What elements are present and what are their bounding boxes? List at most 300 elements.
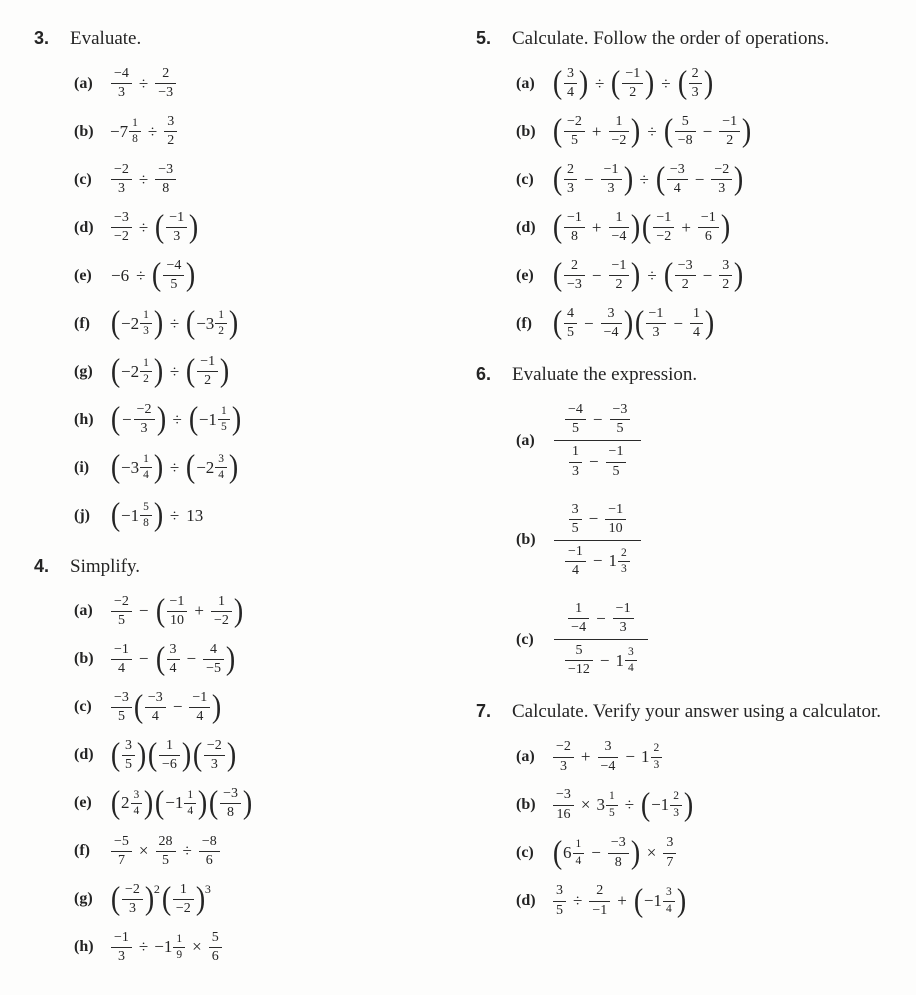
problem-part: [516, 160, 900, 200]
left-paren: (: [663, 113, 673, 150]
math-expression: [110, 162, 177, 197]
fraction-numerator: 28: [156, 834, 176, 852]
fraction: [140, 453, 152, 482]
right-paren: ): [186, 257, 196, 294]
fraction-numerator: 5: [565, 643, 593, 661]
part-label: (c): [74, 170, 92, 188]
fraction: [568, 601, 589, 636]
right-paren: ): [734, 257, 744, 294]
fraction-numerator: 3: [625, 646, 637, 661]
left-paren: (: [155, 784, 165, 821]
operator: ÷: [138, 217, 149, 237]
fraction-numerator: −5: [111, 834, 132, 852]
problem-number: 5.: [476, 28, 492, 48]
mixed-whole: 2: [121, 793, 130, 813]
right-paren: ): [228, 305, 239, 342]
fraction-numerator: 3: [131, 789, 143, 804]
problem-part: [74, 448, 460, 488]
fraction-denominator: −4: [571, 620, 587, 636]
operator: −: [584, 313, 594, 333]
fraction-denominator: 6: [205, 852, 213, 868]
math-expression: [110, 402, 242, 437]
fraction-numerator: −1: [698, 210, 719, 228]
fraction: [675, 258, 696, 293]
fraction: [140, 501, 152, 530]
math-expression: [110, 307, 239, 340]
right-paren: ): [219, 353, 230, 390]
fraction-numerator: −4: [565, 402, 586, 420]
fraction-denominator: 3: [173, 229, 181, 245]
fraction-numerator: 2: [155, 66, 176, 84]
fraction: [111, 162, 132, 197]
right-paren: ): [181, 736, 192, 773]
math-expression: [110, 882, 212, 917]
fraction: [163, 258, 184, 293]
fraction-denominator: −2: [114, 229, 129, 245]
fraction-numerator: 1: [690, 306, 703, 324]
mixed-number: [121, 357, 153, 386]
fraction: [564, 306, 577, 341]
left-paren: (: [155, 209, 165, 246]
fraction-denominator: −1: [592, 902, 608, 918]
fraction-numerator: −1: [197, 354, 218, 372]
fraction: [111, 594, 132, 629]
left-paren: (: [677, 65, 687, 102]
fraction: [719, 258, 732, 293]
math-expression: [110, 642, 236, 677]
fraction: [129, 117, 141, 146]
fraction: [167, 642, 180, 677]
part-label: (e): [74, 794, 92, 812]
problem-part: [74, 783, 460, 823]
fraction-denominator: 8: [143, 517, 149, 530]
fraction-denominator: 4: [567, 85, 574, 101]
fraction-denominator: −3: [567, 277, 582, 293]
big-fraction-numerator: [554, 399, 641, 441]
operator: ÷: [595, 73, 605, 93]
fraction-numerator: −4: [163, 258, 184, 276]
fraction-denominator: 5: [117, 708, 125, 724]
right-paren: ): [226, 736, 236, 773]
part-label: (c): [74, 698, 92, 716]
fraction: [111, 66, 132, 101]
big-fraction-denominator: [554, 441, 641, 482]
left-paren: (: [640, 786, 651, 823]
fraction-denominator: 6: [211, 948, 219, 964]
fraction-numerator: −1: [189, 690, 210, 708]
fraction: [589, 883, 610, 918]
fraction: [145, 690, 166, 725]
problem-part: [516, 64, 900, 104]
fraction-numerator: −1: [609, 258, 630, 276]
right-paren: ): [228, 449, 239, 486]
fraction: [173, 882, 194, 917]
fraction: [651, 742, 663, 771]
number-text: −6: [111, 265, 130, 285]
fraction-numerator: −1: [111, 930, 132, 948]
mixed-number: [154, 933, 186, 962]
right-paren: ): [195, 880, 205, 917]
math-expression: [110, 786, 253, 821]
fraction-numerator: 1: [569, 444, 582, 462]
fraction-denominator: 5: [170, 277, 178, 293]
mixed-whole: 1: [608, 551, 617, 571]
mixed-number: [196, 453, 228, 482]
problem-part: [516, 881, 900, 921]
fraction: [553, 739, 574, 774]
part-label: (d): [516, 218, 536, 236]
problem-parts: [476, 399, 900, 681]
fraction: [653, 210, 674, 245]
part-label: (c): [516, 630, 534, 648]
left-paren: (: [110, 353, 121, 390]
part-label: (b): [516, 796, 536, 814]
fraction: [663, 886, 675, 915]
left-paren: (: [188, 401, 199, 438]
operator: −: [172, 697, 183, 717]
problem-part: [74, 496, 460, 536]
fraction-denominator: 4: [693, 325, 700, 341]
fraction-denominator: 2: [722, 277, 730, 293]
fraction-denominator: 2: [143, 373, 149, 386]
fraction-denominator: 3: [117, 948, 125, 964]
fraction-denominator: −12: [568, 662, 590, 678]
fraction-numerator: −2: [553, 739, 574, 757]
mixed-number: [110, 117, 142, 146]
problem-part: [74, 831, 460, 871]
problem-part: [516, 598, 900, 681]
problem-header: [476, 699, 900, 725]
fraction-numerator: 1: [173, 933, 185, 948]
big-fraction-numerator: [554, 598, 648, 640]
operator: ÷: [138, 937, 149, 957]
math-expression: [552, 598, 648, 681]
fraction-denominator: 4: [575, 854, 582, 867]
part-label: (g): [74, 890, 93, 908]
fraction-numerator: 3: [569, 502, 582, 520]
part-label: (h): [74, 410, 94, 428]
fraction-denominator: 3: [607, 181, 615, 197]
right-paren: ): [683, 786, 694, 823]
fraction: [565, 643, 593, 678]
fraction-numerator: −1: [565, 544, 586, 562]
fraction-numerator: −2: [111, 594, 132, 612]
fraction-denominator: 3: [619, 620, 627, 636]
right-paren: ): [578, 65, 589, 102]
fraction-numerator: −3: [111, 690, 132, 708]
left-paren: (: [155, 592, 165, 629]
problem-parts: [476, 64, 900, 344]
right-paren: ): [153, 449, 164, 486]
problem-number: 6.: [476, 363, 492, 384]
math-expression: [110, 114, 178, 149]
left-paren: (: [186, 449, 196, 486]
fraction: [204, 738, 225, 773]
fraction: [601, 162, 622, 197]
problem-part: [516, 499, 900, 582]
fraction-numerator: 3: [122, 738, 135, 756]
fraction-denominator: 5: [609, 806, 615, 819]
mixed-whole: −1: [121, 505, 140, 525]
fraction-numerator: −1: [613, 601, 634, 619]
fraction: [564, 114, 585, 149]
fraction: [569, 502, 582, 537]
right-paren: ): [212, 688, 222, 725]
fraction-denominator: 4: [218, 469, 225, 482]
left-paren: (: [663, 257, 673, 294]
fraction-numerator: 3: [663, 886, 675, 901]
fraction-numerator: −3: [220, 786, 241, 804]
right-paren: ): [231, 401, 241, 438]
right-paren: ): [720, 209, 730, 246]
problem-title: Evaluate the expression.: [512, 363, 698, 385]
fraction-numerator: 1: [215, 309, 227, 324]
fraction: [553, 883, 566, 918]
fraction-numerator: 3: [601, 306, 622, 324]
fraction-denominator: 4: [628, 662, 634, 675]
operator: ÷: [182, 841, 192, 861]
operator: ÷: [136, 265, 146, 285]
fraction: [167, 594, 188, 629]
part-label: (f): [74, 314, 90, 332]
fraction: [573, 838, 585, 867]
part-label: (e): [74, 266, 92, 284]
fraction-numerator: 2: [564, 258, 585, 276]
fraction: [164, 114, 177, 149]
fraction: [689, 66, 702, 101]
fraction-numerator: −1: [564, 210, 585, 228]
right-paren: ): [631, 257, 641, 294]
part-label: (a): [516, 748, 535, 766]
problem-part: [516, 112, 900, 152]
mixed-number: [644, 886, 676, 915]
math-expression: [110, 258, 196, 293]
problem-part: [516, 304, 900, 344]
part-label: (j): [74, 506, 90, 524]
fraction: [606, 444, 627, 479]
left-paren: (: [552, 113, 563, 150]
fraction-denominator: 8: [132, 133, 138, 146]
operator: ÷: [661, 73, 671, 93]
math-expression: [552, 114, 752, 149]
fraction-denominator: 5: [117, 612, 125, 628]
fraction: [690, 306, 703, 341]
operator: −: [591, 843, 601, 863]
fraction-numerator: −2: [204, 738, 225, 756]
math-expression: [110, 354, 230, 389]
part-label: (h): [74, 938, 94, 956]
fraction-numerator: −3: [145, 690, 166, 708]
fraction-denominator: −2: [656, 229, 672, 245]
fraction-denominator: 5: [567, 325, 574, 341]
operator: −: [588, 509, 599, 529]
fraction-denominator: −5: [206, 660, 221, 676]
mixed-number: [609, 547, 631, 576]
mixed-whole: −7: [110, 121, 129, 141]
left-paren: (: [634, 305, 644, 342]
fraction-numerator: 1: [159, 738, 180, 756]
fraction: [618, 547, 630, 576]
mixed-number: [196, 309, 228, 338]
operator: −: [596, 608, 606, 628]
right-paren: ): [734, 161, 744, 198]
fraction-numerator: 4: [564, 306, 577, 324]
operator: +: [681, 217, 691, 237]
fraction-numerator: 1: [211, 594, 232, 612]
fraction: [609, 114, 630, 149]
part-label: (a): [516, 74, 535, 92]
fraction-denominator: −2: [214, 612, 229, 628]
fraction: [565, 544, 586, 579]
operator: −: [702, 121, 713, 141]
left-paren: (: [642, 209, 652, 246]
operator: −: [588, 452, 599, 472]
fraction-numerator: −2: [564, 114, 585, 132]
fraction: [711, 162, 732, 197]
fraction: [622, 66, 643, 101]
fraction-numerator: −2: [122, 882, 143, 900]
big-fraction-numerator: [554, 499, 641, 541]
fraction-denominator: 8: [162, 181, 170, 197]
fraction: [189, 690, 210, 725]
exponent: 2: [153, 881, 160, 896]
fraction-numerator: 3: [167, 642, 180, 660]
mixed-whole: −2: [196, 457, 215, 477]
fraction-numerator: −3: [608, 835, 629, 853]
problem-parts: [476, 737, 900, 921]
math-expression: [110, 834, 221, 869]
operator: +: [580, 747, 591, 767]
fraction: [598, 739, 619, 774]
problem-part: [74, 927, 460, 967]
right-paren: ): [144, 880, 155, 917]
left-paren: (: [633, 882, 644, 919]
fraction-numerator: −2: [134, 402, 155, 420]
operator: ÷: [647, 265, 657, 285]
operator: ÷: [138, 73, 149, 93]
math-expression: [110, 690, 222, 725]
operator: −: [138, 601, 149, 621]
fraction: [203, 642, 224, 677]
operator: −: [592, 551, 603, 571]
right-paren: ): [704, 305, 715, 342]
problem-part: [516, 256, 900, 296]
operator: ÷: [169, 361, 180, 381]
fraction-denominator: 6: [704, 229, 712, 245]
operator: −: [592, 409, 603, 429]
fraction: [564, 210, 585, 245]
right-paren: ): [153, 497, 164, 534]
fraction-denominator: −3: [158, 85, 174, 101]
left-paren: (: [552, 305, 563, 342]
fraction-numerator: 3: [553, 883, 566, 901]
left-paren: (: [552, 161, 563, 198]
fraction-numerator: 2: [670, 790, 682, 805]
left-paren: (: [186, 353, 196, 390]
left-paren: (: [155, 640, 165, 677]
fraction-numerator: 2: [564, 162, 577, 180]
mixed-whole: 1: [615, 650, 624, 670]
fraction: [218, 405, 230, 434]
problem-part: [74, 400, 460, 440]
operator: +: [194, 601, 204, 621]
operator: ÷: [172, 409, 182, 429]
fraction-denominator: 3: [128, 900, 136, 916]
fraction-denominator: 16: [556, 806, 571, 822]
right-paren: ): [188, 209, 199, 246]
fraction-numerator: −1: [601, 162, 622, 180]
fraction-denominator: 3: [691, 85, 699, 101]
left-paren: (: [110, 784, 121, 821]
big-fraction: [554, 598, 648, 681]
fraction-numerator: 1: [609, 210, 630, 228]
part-label: (a): [74, 74, 93, 92]
fraction-numerator: −1: [605, 502, 626, 520]
right-paren: ): [741, 113, 752, 150]
left-paren: (: [552, 257, 563, 294]
operator: ÷: [624, 795, 635, 815]
left-column: [34, 26, 460, 985]
operator: +: [591, 217, 602, 237]
fraction-numerator: −1: [111, 642, 132, 660]
fraction: [605, 502, 626, 537]
operator: ÷: [147, 121, 158, 141]
fraction-denominator: 2: [726, 133, 734, 149]
fraction: [111, 834, 132, 869]
right-paren: ): [153, 353, 164, 390]
problem-number: 4.: [34, 555, 50, 576]
problem-part: [516, 833, 900, 873]
math-expression: [552, 66, 714, 101]
fraction: [140, 309, 152, 338]
part-label: (b): [516, 531, 536, 549]
fraction-numerator: 1: [218, 405, 230, 420]
operator: ×: [580, 795, 591, 815]
operator: −: [694, 169, 705, 189]
fraction-denominator: 5: [162, 852, 169, 868]
math-expression: [552, 883, 687, 918]
mixed-whole: 3: [596, 795, 605, 815]
mixed-whole: −3: [121, 457, 140, 477]
math-expression: [110, 930, 223, 965]
fraction: [155, 66, 176, 101]
fraction-denominator: 8: [570, 229, 578, 245]
fraction-denominator: 4: [133, 804, 140, 817]
operator: −: [625, 747, 635, 767]
fraction-numerator: 3: [719, 258, 732, 276]
problem-title: Simplify.: [70, 555, 141, 577]
mixed-number: [563, 838, 585, 867]
fraction-numerator: −4: [111, 66, 132, 84]
part-label: (g): [74, 362, 93, 380]
fraction-denominator: 5: [220, 421, 227, 434]
fraction-denominator: 3: [567, 181, 574, 197]
fraction-denominator: 3: [718, 181, 726, 197]
big-fraction: [554, 399, 641, 482]
right-paren: ): [703, 65, 713, 102]
problem-part: [74, 352, 460, 392]
part-label: (i): [74, 458, 90, 476]
problem-header: [476, 26, 900, 52]
fraction: [122, 882, 143, 917]
fraction-denominator: −4: [600, 758, 616, 774]
mixed-whole: −3: [196, 313, 215, 333]
fraction-denominator: 4: [665, 902, 672, 915]
operator: −: [186, 649, 197, 669]
fraction: [663, 835, 676, 870]
problem-header: [476, 362, 900, 388]
fraction-denominator: 8: [614, 854, 622, 870]
